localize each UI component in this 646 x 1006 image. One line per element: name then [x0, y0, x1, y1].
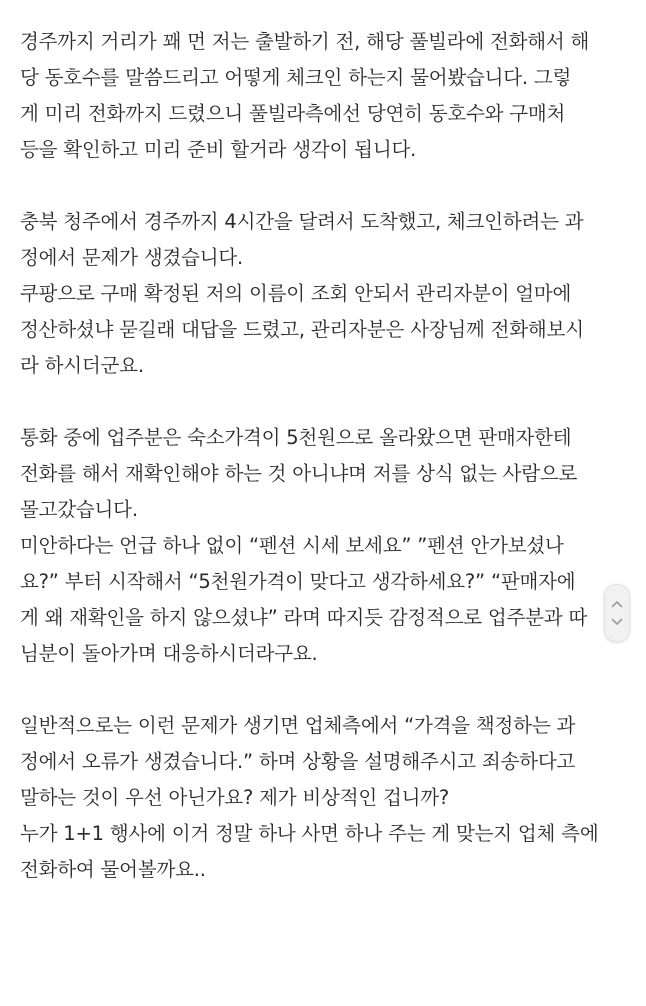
text-line: 누가 1+1 행사에 이거 정말 하나 사면 하나 주는 게 맞는지 업체 측에	[20, 822, 599, 845]
text-line: 님분이 돌아가며 대응하시더라구요.	[20, 642, 318, 665]
paragraph-3	[20, 420, 634, 672]
text-line: 정에서 문제가 생겼습니다.	[20, 246, 244, 269]
text-line: 등을 확인하고 미리 준비 할거라 생각이 됩니다.	[20, 138, 417, 161]
text-line: 몰고갔습니다.	[20, 498, 138, 521]
paragraph-1	[20, 24, 634, 168]
text-line: 미안하다는 언급 하나 없이 “펜션 시세 보세요” ”펜션 안가보셨나	[20, 534, 564, 557]
text-line: 전화하여 물어볼까요..	[20, 858, 206, 881]
paragraph-spacer	[20, 672, 634, 708]
text-line: 전화를 해서 재확인해야 하는 것 아니냐며 저를 상식 없는 사람으로	[20, 462, 578, 485]
text-line: 요?” 부터 시작해서 “5천원가격이 맞다고 생각하세요?” “판매자에	[20, 570, 576, 593]
paragraph-spacer	[20, 168, 634, 204]
article-body	[20, 24, 634, 888]
paragraph-4	[20, 708, 634, 888]
text-line: 게 왜 재확인을 하지 않으셨냐” 라며 따지듯 감정적으로 업주분과 따	[20, 606, 588, 629]
paragraph-spacer	[20, 384, 634, 420]
text-line: 당 동호수를 말씀드리고 어떻게 체크인 하는지 물어봤습니다. 그렇	[20, 66, 572, 89]
chevron-up-icon[interactable]	[611, 600, 623, 608]
text-line: 경주까지 거리가 꽤 먼 저는 출발하기 전, 해당 풀빌라에 전화해서 해	[20, 30, 590, 53]
scroll-control[interactable]	[604, 584, 630, 642]
text-line: 쿠팡으로 구매 확정된 저의 이름이 조회 안되서 관리자분이 얼마에	[20, 282, 572, 305]
text-line: 게 미리 전화까지 드렸으니 풀빌라측에선 당연히 동호수와 구매처	[20, 102, 566, 125]
text-line: 충북 청주에서 경주까지 4시간을 달려서 도착했고, 체크인하려는 과	[20, 210, 584, 233]
chevron-down-icon[interactable]	[611, 618, 623, 626]
text-line: 통화 중에 업주분은 숙소가격이 5천원으로 올라왔으면 판매자한테	[20, 426, 572, 449]
text-line: 라 하시더군요.	[20, 354, 144, 377]
text-line: 정산하셨냐 묻길래 대답을 드렸고, 관리자분은 사장님께 전화해보시	[20, 318, 584, 341]
text-line: 일반적으로는 이런 문제가 생기면 업체측에서 “가격을 책정하는 과	[20, 714, 576, 737]
paragraph-2	[20, 204, 634, 384]
text-line: 정에서 오류가 생겼습니다.” 하며 상황을 설명해주시고 죄송하다고	[20, 750, 576, 773]
text-line: 말하는 것이 우선 아닌가요? 제가 비상적인 겁니까?	[20, 786, 450, 809]
